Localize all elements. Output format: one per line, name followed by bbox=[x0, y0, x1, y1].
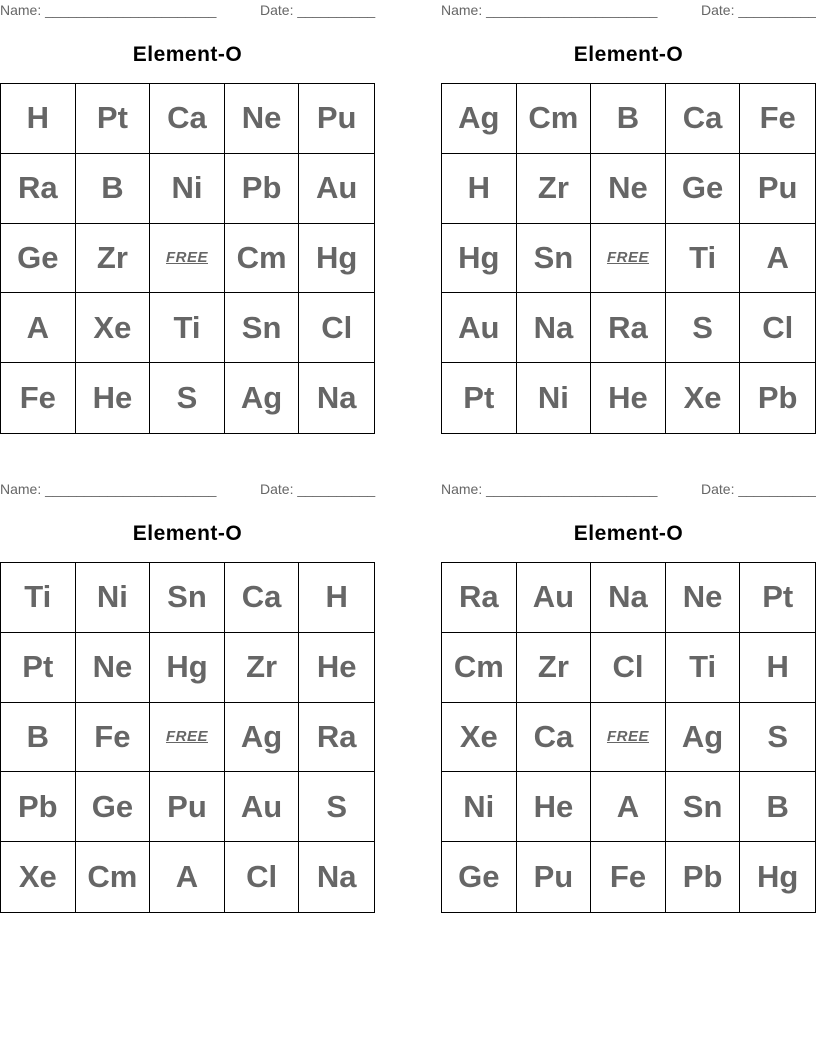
element-cell: Pu bbox=[517, 842, 592, 912]
element-cell: Fe bbox=[591, 842, 666, 912]
element-cell: Ni bbox=[517, 363, 592, 433]
element-cell: Hg bbox=[757, 859, 799, 895]
element-cell: Ne bbox=[76, 633, 151, 703]
element-cell: B bbox=[591, 84, 666, 154]
bingo-card-3 bbox=[0, 479, 376, 895]
element-cell: Na bbox=[591, 563, 666, 633]
element-cell: Pt bbox=[740, 563, 815, 633]
date-field-label: Date: __________ bbox=[260, 481, 376, 497]
element-cell: Xe bbox=[442, 703, 517, 773]
bingo-grid bbox=[441, 83, 816, 434]
element-cell: Au bbox=[225, 772, 300, 842]
element-cell: Cl bbox=[740, 293, 815, 363]
element-cell: Ge bbox=[1, 224, 76, 294]
element-cell: Ca bbox=[150, 84, 225, 154]
element-cell: Ag bbox=[442, 84, 517, 154]
element-cell: S bbox=[299, 772, 374, 842]
element-cell: Cm bbox=[225, 224, 300, 294]
element-cell: Ti bbox=[666, 224, 741, 294]
element-cell: A bbox=[591, 772, 666, 842]
element-cell: H bbox=[299, 563, 374, 633]
element-cell: Zr bbox=[517, 633, 592, 703]
element-cell: Ti bbox=[666, 633, 741, 703]
element-cell: Ca bbox=[225, 563, 300, 633]
element-cell: Cl bbox=[225, 842, 300, 912]
element-cell: He bbox=[76, 363, 151, 433]
element-cell: Ra bbox=[442, 563, 517, 633]
element-cell: Hg bbox=[299, 224, 374, 294]
element-cell: Pb bbox=[1, 772, 76, 842]
element-cell: He bbox=[591, 363, 666, 433]
date-field-label: Date: __________ bbox=[701, 481, 816, 497]
element-cell: Au bbox=[442, 293, 517, 363]
element-cell: Ag bbox=[225, 363, 300, 433]
element-cell: Au bbox=[517, 563, 592, 633]
element-cell: Hg bbox=[442, 224, 517, 294]
element-cell: Ne bbox=[225, 84, 300, 154]
free-space-cell: FREE bbox=[150, 703, 225, 773]
element-cell: Sn bbox=[150, 563, 225, 633]
element-cell: A bbox=[1, 293, 76, 363]
element-cell: Ge bbox=[666, 154, 741, 224]
element-cell: Ca bbox=[517, 703, 592, 773]
element-cell: Zr bbox=[517, 154, 592, 224]
element-cell: Cl bbox=[591, 633, 666, 703]
bingo-grid bbox=[441, 562, 816, 913]
element-cell: Ra bbox=[299, 703, 374, 773]
element-cell: Zr bbox=[225, 633, 300, 703]
element-cell: Cl bbox=[299, 293, 374, 363]
element-cell: Hg bbox=[150, 633, 225, 703]
bingo-card-4 bbox=[441, 479, 816, 895]
element-cell: Fe bbox=[76, 703, 151, 773]
card-title: Element-O bbox=[132, 522, 243, 545]
element-cell: Pu bbox=[740, 154, 815, 224]
free-space-cell: FREE bbox=[591, 703, 666, 773]
element-cell: Ni bbox=[76, 563, 151, 633]
element-cell: Cm bbox=[517, 84, 592, 154]
element-cell: Ti bbox=[150, 293, 225, 363]
element-cell: Pb bbox=[666, 842, 741, 912]
element-cell: Na bbox=[517, 293, 592, 363]
element-cell: Ra bbox=[1, 154, 76, 224]
element-cell: S bbox=[740, 703, 815, 773]
element-cell: Sn bbox=[517, 224, 592, 294]
element-cell: Zr bbox=[76, 224, 151, 294]
element-cell: Ne bbox=[591, 154, 666, 224]
bingo-card-1 bbox=[0, 0, 376, 416]
element-cell: B bbox=[1, 703, 76, 773]
element-cell: A bbox=[150, 842, 225, 912]
element-cell: Ge bbox=[442, 842, 517, 912]
element-cell: B bbox=[76, 154, 151, 224]
element-cell: H bbox=[740, 633, 815, 703]
element-cell: Fe bbox=[1, 363, 76, 433]
card-header bbox=[0, 479, 375, 501]
element-cell: Ti bbox=[1, 563, 76, 633]
date-field-label: Date: __________ bbox=[701, 2, 816, 18]
date-field-label: Date: __________ bbox=[260, 2, 376, 18]
element-cell: Pt bbox=[76, 84, 151, 154]
card-header bbox=[441, 0, 816, 22]
element-cell: Pt bbox=[442, 363, 517, 433]
element-cell: Na bbox=[316, 380, 357, 416]
card-title: Element-O bbox=[132, 43, 243, 66]
card-header bbox=[0, 0, 375, 22]
element-cell: Sn bbox=[225, 293, 300, 363]
element-cell: Ag bbox=[225, 703, 300, 773]
element-cell: A bbox=[740, 224, 815, 294]
name-field-label: Name: ______________________ bbox=[0, 2, 217, 18]
bingo-card-2 bbox=[441, 0, 816, 416]
name-field-label: Name: ______________________ bbox=[0, 481, 217, 497]
element-cell: Na bbox=[316, 859, 357, 895]
element-cell: Pu bbox=[299, 84, 374, 154]
element-cell: Xe bbox=[76, 293, 151, 363]
name-field-label: Name: ______________________ bbox=[441, 2, 658, 18]
element-cell: Ni bbox=[150, 154, 225, 224]
element-cell: Ni bbox=[442, 772, 517, 842]
element-cell: H bbox=[1, 84, 76, 154]
element-cell: Cm bbox=[442, 633, 517, 703]
element-cell: Ag bbox=[666, 703, 741, 773]
element-cell: Sn bbox=[666, 772, 741, 842]
card-header bbox=[441, 479, 816, 501]
element-cell: Pb bbox=[757, 380, 798, 416]
element-cell: Pt bbox=[1, 633, 76, 703]
element-cell: Ne bbox=[666, 563, 741, 633]
element-cell: Ca bbox=[666, 84, 741, 154]
bingo-grid bbox=[0, 562, 375, 913]
element-cell: Pb bbox=[225, 154, 300, 224]
element-cell: Ge bbox=[76, 772, 151, 842]
name-field-label: Name: ______________________ bbox=[441, 481, 658, 497]
element-cell: H bbox=[442, 154, 517, 224]
element-cell: He bbox=[517, 772, 592, 842]
element-cell: S bbox=[666, 293, 741, 363]
element-cell: Xe bbox=[1, 842, 76, 912]
element-cell: Au bbox=[299, 154, 374, 224]
free-space-cell: FREE bbox=[150, 224, 225, 294]
card-title: Element-O bbox=[573, 522, 684, 545]
element-cell: B bbox=[740, 772, 815, 842]
card-title: Element-O bbox=[573, 43, 684, 66]
bingo-grid bbox=[0, 83, 375, 434]
free-space-cell: FREE bbox=[591, 224, 666, 294]
element-cell: He bbox=[299, 633, 374, 703]
element-cell: Fe bbox=[740, 84, 815, 154]
element-cell: Ra bbox=[591, 293, 666, 363]
element-cell: Xe bbox=[666, 363, 741, 433]
element-cell: Cm bbox=[76, 842, 151, 912]
element-cell: S bbox=[150, 363, 225, 433]
element-cell: Pu bbox=[150, 772, 225, 842]
